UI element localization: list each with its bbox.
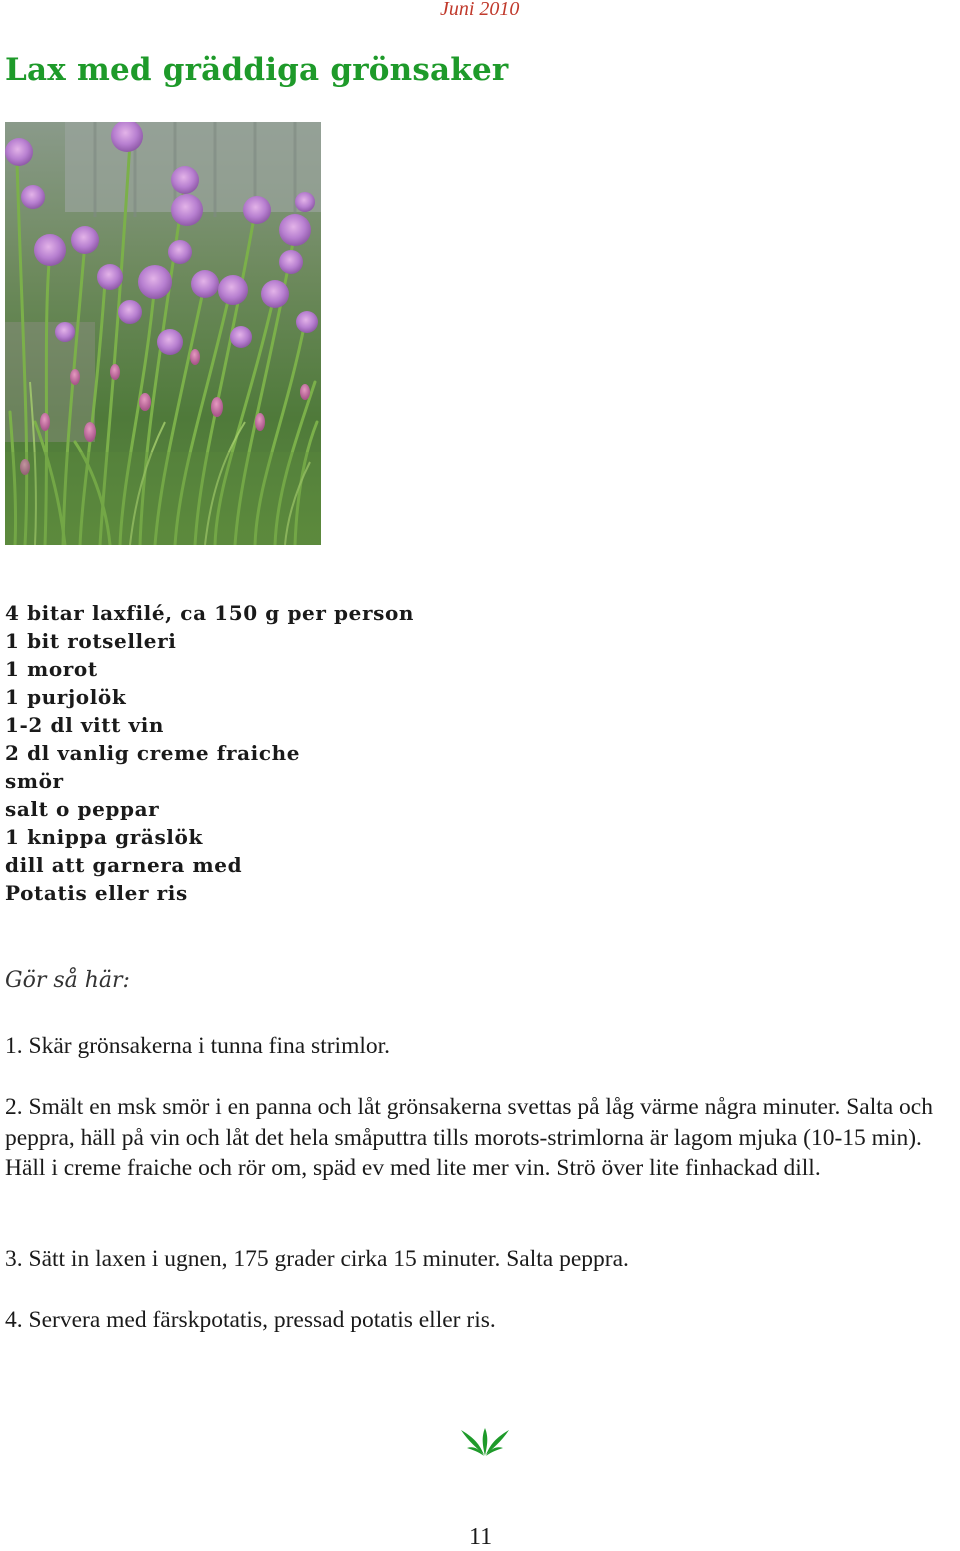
- recipe-title: Lax med gräddiga grönsaker: [5, 52, 509, 88]
- ingredient-item: 1 morot: [5, 657, 98, 681]
- instruction-step-2: 2. Smält en msk smör i en panna och låt grönsakerna svettas på låg värme några minuter. Salta och peppra, häll på vin och låt det hela småputtra tills morots-strimlorna är lagom mjuka (10-15 min). Häll i creme fraiche och rör om, späd ev med lite mer vin. Strö över lite finhackad dill.: [5, 1094, 933, 1181]
- ingredient-item: 1 purjolök: [5, 685, 127, 709]
- ingredient-item: 4 bitar laxfilé, ca 150 g per person: [5, 601, 415, 625]
- header-date: Juni 2010: [440, 0, 520, 20]
- chives-flowers-photo: [5, 122, 321, 545]
- ingredient-item: smör: [5, 769, 64, 793]
- instruction-step-3: 3. Sätt in laxen i ugnen, 175 grader cirka 15 minuter. Salta peppra.: [5, 1246, 629, 1272]
- ingredient-item: 1 bit rotselleri: [5, 629, 177, 653]
- page-number: 11: [469, 1524, 493, 1550]
- instruction-step-1: 1. Skär grönsakerna i tunna fina strimlor.: [5, 1033, 391, 1059]
- ingredient-item: salt o peppar: [5, 797, 160, 821]
- ingredient-item: Potatis eller ris: [5, 881, 188, 905]
- ingredient-item: 1 knippa gräslök: [5, 825, 203, 849]
- ingredient-item: dill att garnera med: [5, 853, 243, 877]
- ingredient-item: 1-2 dl vitt vin: [5, 713, 165, 737]
- ingredient-list: [5, 599, 414, 907]
- instruction-step-4: 4. Servera med färskpotatis, pressad potatis eller ris.: [5, 1307, 496, 1333]
- ingredient-item: 2 dl vanlig creme fraiche: [5, 741, 301, 765]
- instructions-heading: Gör så här:: [5, 968, 130, 993]
- leaf-ornament-icon: [459, 1424, 511, 1458]
